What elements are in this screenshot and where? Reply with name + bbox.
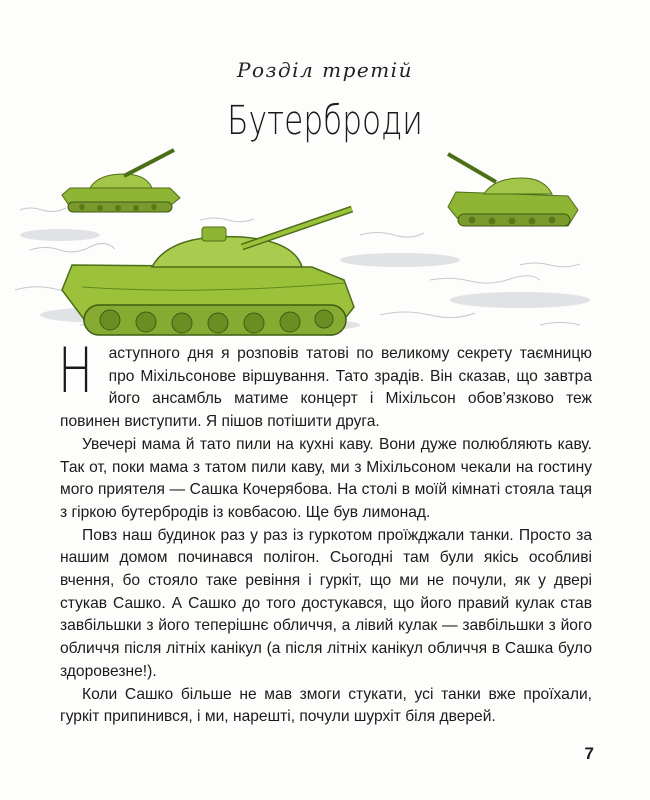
tank-small-right [448, 154, 578, 226]
paragraph-2: Увечері мама й тато пили на кухні каву. Вони дуже полюбляють каву. Так от, поки мама з татом пили каву, ми з Міхільсоном чекали на гостину мого приятеля — Сашка Кочерябова. На столі в моїй кімнаті стояла таця з гіркою бутербродів із ковбасою. Ще був лимонад. [60, 435, 592, 521]
chapter-title: Бутерброди [227, 98, 423, 144]
drop-cap: Н [58, 334, 93, 407]
paragraph-1-text: аступного дня я розповів татові по великому секрету таємницю про Міхільсонове віршування. Тато зрадів. Він сказав, що завтра його ансамбль матиме концерт і Міхільсон обов’язково теж повинен виступити. Я пішов потішити друга. [60, 345, 592, 431]
page-number: 7 [584, 744, 594, 763]
tank-large-center [62, 209, 354, 335]
paragraph-3: Повз наш будинок раз у раз із гуркотом проїжджали танки. Просто за нашим домом починався полігон. Сьогодні там були якісь особливі вчення, бо стояло таке ревіння і гуркіт, що ми не почули, як у двері стукав Сашко. А Сашко до того достукався, що його правий кулак став завбільшки з його теперішнє обличчя, а лівий кулак — завбільшки з його обличчя після літніх канікул (а після літніх канікул обличчя в Сашка було здоровезне!). [60, 526, 592, 680]
paragraph-4: Коли Сашко більше не мав змоги стукати, усі танки вже проїхали, гуркіт припинився, і ми, нарешті, почули шурхіт біля дверей. [60, 685, 592, 726]
paragraph-1 [58, 334, 592, 434]
chapter-label: Розділ третій [237, 58, 413, 82]
tank-small-left [62, 150, 180, 212]
tanks-illustration [0, 140, 650, 350]
chapter-text [58, 334, 592, 729]
